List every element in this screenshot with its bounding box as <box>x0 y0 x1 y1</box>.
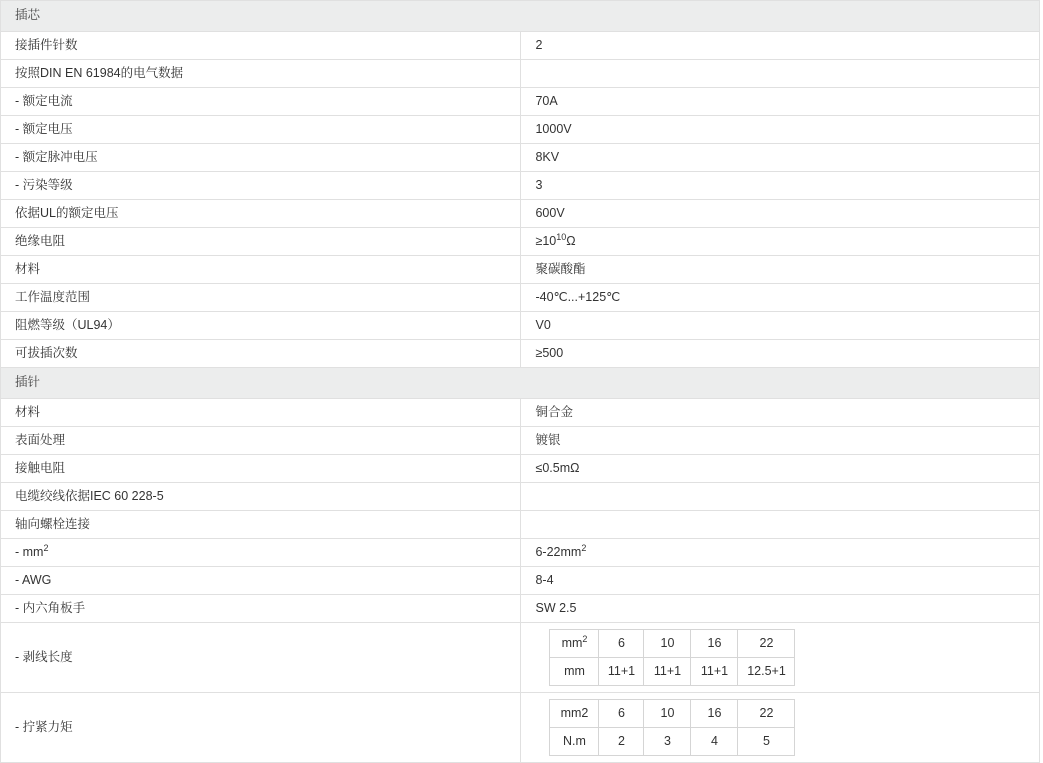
row-value: ≥500 <box>521 340 1040 368</box>
mini-cell: 10 <box>644 630 691 658</box>
table-row <box>1 116 1040 144</box>
table-row <box>1 228 1040 256</box>
row-value: $6-22mm^2$ <box>521 539 1040 567</box>
row-value: 镀银 <box>521 427 1040 455</box>
row-value: V0 <box>521 312 1040 340</box>
mini-row <box>550 658 795 686</box>
row-value: 3 <box>521 172 1040 200</box>
mini-cell: 5 <box>738 728 795 756</box>
row-value: 铜合金 <box>521 399 1040 427</box>
mini-row <box>550 630 795 658</box>
row-label: - 额定电压 <box>1 116 521 144</box>
mini-cell: 11+1 <box>644 658 691 686</box>
strip-length-table-wrap <box>535 623 1025 692</box>
table-row <box>1 32 1040 60</box>
table-row <box>1 455 1040 483</box>
table-row <box>1 595 1040 623</box>
row-label: 材料 <box>1 256 521 284</box>
table-row-strip-length <box>1 623 1040 693</box>
row-label: - 污染等级 <box>1 172 521 200</box>
mini-header: mm <box>550 658 599 686</box>
table-row <box>1 427 1040 455</box>
row-value <box>521 511 1040 539</box>
table-row <box>1 511 1040 539</box>
row-label: 工作温度范围 <box>1 284 521 312</box>
row-value <box>521 693 1040 763</box>
mini-cell: 16 <box>691 630 738 658</box>
mini-row <box>550 700 795 728</box>
table-row <box>1 399 1040 427</box>
row-label: 材料 <box>1 399 521 427</box>
row-value: ≤0.5mΩ <box>521 455 1040 483</box>
row-value <box>521 483 1040 511</box>
row-value: -40℃...+125℃ <box>521 284 1040 312</box>
section-title: 插针 <box>1 368 1040 399</box>
table-row <box>1 483 1040 511</box>
row-value: 70A <box>521 88 1040 116</box>
mini-cell: 11+1 <box>691 658 738 686</box>
row-value: 2 <box>521 32 1040 60</box>
row-value: 1000V <box>521 116 1040 144</box>
row-label: - 额定电流 <box>1 88 521 116</box>
table-row <box>1 567 1040 595</box>
row-label: - $mm^2$ <box>1 539 521 567</box>
mini-cell: 22 <box>738 700 795 728</box>
mini-row <box>550 728 795 756</box>
table-row <box>1 172 1040 200</box>
mini-cell: 10 <box>644 700 691 728</box>
row-label: 按照DIN EN 61984的电气数据 <box>1 60 521 88</box>
mini-cell: 4 <box>691 728 738 756</box>
row-label: 接触电阻 <box>1 455 521 483</box>
row-value: 聚碳酸酯 <box>521 256 1040 284</box>
mini-cell: 16 <box>691 700 738 728</box>
table-row <box>1 312 1040 340</box>
row-label: - AWG <box>1 567 521 595</box>
mini-header: N.m <box>550 728 599 756</box>
mini-header: mm2 <box>550 700 599 728</box>
row-label: 轴向螺栓连接 <box>1 511 521 539</box>
mini-cell: 12.5+1 <box>738 658 795 686</box>
row-label: 电缆绞线依据IEC 60 228-5 <box>1 483 521 511</box>
row-label: - 额定脉冲电压 <box>1 144 521 172</box>
row-value: SW 2.5 <box>521 595 1040 623</box>
row-label: 绝缘电阻 <box>1 228 521 256</box>
torque-table <box>549 699 795 756</box>
section-header-row <box>1 368 1040 399</box>
row-value: 8KV <box>521 144 1040 172</box>
row-label: - 内六角板手 <box>1 595 521 623</box>
mini-cell: 3 <box>644 728 691 756</box>
row-value <box>521 60 1040 88</box>
table-row <box>1 144 1040 172</box>
section-title: 插芯 <box>1 1 1040 32</box>
table-body <box>1 1 1040 763</box>
section-header-row <box>1 1 1040 32</box>
table-row <box>1 284 1040 312</box>
row-value: $\ge 10^{10}\Omega$ <box>521 228 1040 256</box>
strip-length-table <box>549 629 795 686</box>
table-row <box>1 60 1040 88</box>
row-label: 阻燃等级（UL94） <box>1 312 521 340</box>
mini-cell: 6 <box>599 630 644 658</box>
row-value: 8-4 <box>521 567 1040 595</box>
row-label: 接插件针数 <box>1 32 521 60</box>
row-value <box>521 623 1040 693</box>
row-label: 依据UL的额定电压 <box>1 200 521 228</box>
table-row <box>1 200 1040 228</box>
row-label: 表面处理 <box>1 427 521 455</box>
row-label: 可拔插次数 <box>1 340 521 368</box>
mini-cell: 22 <box>738 630 795 658</box>
mini-header: $mm^2$ <box>550 630 599 658</box>
row-label: - 拧紧力矩 <box>1 693 521 763</box>
mini-cell: 6 <box>599 700 644 728</box>
mini-cell: 2 <box>599 728 644 756</box>
table-row <box>1 340 1040 368</box>
torque-table-wrap <box>535 693 1025 762</box>
table-row <box>1 88 1040 116</box>
row-label: - 剥线长度 <box>1 623 521 693</box>
table-row <box>1 539 1040 567</box>
table-row-torque <box>1 693 1040 763</box>
row-value: 600V <box>521 200 1040 228</box>
mini-cell: 11+1 <box>599 658 644 686</box>
table-row <box>1 256 1040 284</box>
